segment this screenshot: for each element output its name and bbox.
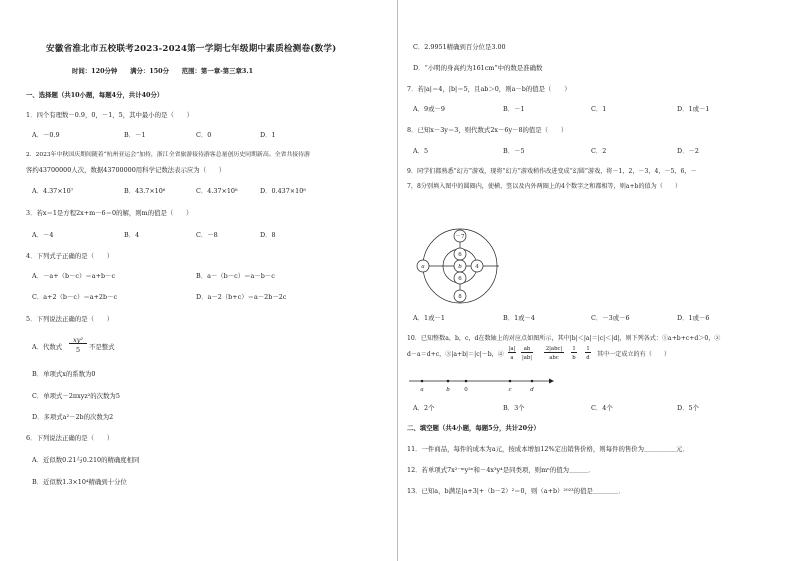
q5-option-d: D．多项式a²－2b的次数为2 bbox=[32, 413, 114, 421]
circle-node-a bbox=[417, 260, 429, 272]
q5-option-b: B．单项式x的系数为0 bbox=[32, 370, 96, 378]
q2-option-d: D．0.437×10⁸ bbox=[260, 187, 306, 195]
q10-option-b: B．3个 bbox=[503, 404, 525, 412]
q8-option-d: D．－2 bbox=[677, 147, 699, 155]
q3-option-d: D．8 bbox=[260, 231, 276, 239]
exam-title: 安徽省淮北市五校联考2023-2024第一学期七年级期中素质检测卷(数学) bbox=[46, 44, 337, 54]
q2-option-a: A．4.37×10⁷ bbox=[32, 187, 74, 195]
q10-option-a: A．2个 bbox=[413, 404, 435, 412]
q8-option-a: A．5 bbox=[413, 147, 429, 155]
q6-option-a: A．近似数0.21与0.210的精确度相同 bbox=[32, 456, 140, 464]
q6-option-b: B．近似数1.3×10⁴精确到十分位 bbox=[32, 478, 127, 486]
q9-option-a: A．1或－1 bbox=[413, 314, 445, 322]
point-d bbox=[530, 380, 534, 393]
q1-option-b: B．－1 bbox=[124, 131, 146, 139]
q6-option-d: D．“小明的身高约为161cm”中的数是准确数 bbox=[413, 64, 543, 72]
svg-text:4: 4 bbox=[475, 264, 479, 270]
svg-text:0: 0 bbox=[464, 387, 468, 393]
q1-option-c: C．0 bbox=[196, 131, 212, 139]
svg-text:8: 8 bbox=[458, 294, 462, 300]
q10-frac2-num: ab bbox=[521, 347, 533, 353]
question-4: 4．下列式子正确的是（ ） bbox=[26, 252, 114, 260]
question-1: 1．四个有理数－0.9，0，－1，5，其中最小的是（ ） bbox=[26, 111, 194, 119]
section-choice-heading: 一、选择题（共10小题，每题4分，共计40分） bbox=[26, 91, 164, 99]
circle-node-b bbox=[454, 260, 466, 272]
q1-option-d: D．1 bbox=[260, 131, 276, 139]
q7-option-a: A．9或－9 bbox=[413, 105, 445, 113]
circle-node-inner-right bbox=[471, 260, 483, 272]
axis-arrow bbox=[549, 379, 554, 384]
q5-option-a-suffix: 不是整式 bbox=[89, 343, 115, 351]
q4-option-d: D．a－2（b+c）＝a－2b－2c bbox=[196, 293, 287, 301]
question-5: 5．下列说法正确的是（ ） bbox=[26, 315, 114, 323]
q2-option-c: C．4.37×10⁸ bbox=[196, 187, 238, 195]
svg-text:b: b bbox=[458, 264, 462, 270]
q10-frac5-num: 1 bbox=[586, 346, 590, 352]
circle-node-inner-top bbox=[454, 248, 466, 260]
q5-option-a-prefix: A．代数式 bbox=[32, 343, 63, 351]
svg-text:a: a bbox=[421, 264, 425, 270]
q10-frac1-num: |a| bbox=[508, 346, 516, 352]
point-c bbox=[508, 380, 511, 393]
question-7: 7．若|a|＝4，|b|＝5，且ab＞0，则a－b的值是（ ） bbox=[407, 85, 571, 93]
q5-fraction-numerator: xy² bbox=[69, 337, 87, 344]
question-6: 6．下列说法正确的是（ ） bbox=[26, 434, 114, 442]
q7-option-d: D．1或－1 bbox=[677, 105, 710, 113]
question-12: 12．若单项式7x²⁻ᵐy²ⁿ和－4x³y⁴是同类项，则mⁿ的值为＿＿＿． bbox=[407, 466, 595, 474]
q7-option-c: C．1 bbox=[591, 105, 607, 113]
q10-frac3-den: abc bbox=[549, 355, 559, 361]
question-2-line1: 2．2023年中秋国庆期间随着“杭州亚运会”加持，浙江全省旅游接待游客总量创历史同期新高。全省共接待游 bbox=[26, 152, 310, 158]
q9-option-c: C．－3或－6 bbox=[591, 314, 630, 322]
question-9-line2: 7，8分别填入图中的圆圈内，使横、竖以及内外两圈上的4个数字之和都相等，则a+b的值为（ ） bbox=[407, 183, 682, 190]
exam-meta: 时间：120分钟 满分：150分 范围：第一章-第三章3.1 bbox=[72, 67, 254, 75]
circle-node-bottom bbox=[454, 290, 466, 302]
q3-option-b: B．4 bbox=[124, 231, 140, 239]
q9-option-d: D．1或－6 bbox=[677, 314, 710, 322]
point-a bbox=[420, 380, 423, 393]
q8-option-b: B．－5 bbox=[503, 147, 525, 155]
column-divider bbox=[397, 0, 398, 561]
svg-text:b: b bbox=[446, 387, 450, 393]
svg-text:6: 6 bbox=[458, 276, 462, 282]
magic-circle-figure bbox=[405, 228, 515, 304]
question-11: 11．一件商品，每件的成本为a元，按成本增加12%定出销售价格，则每件的售价为＿＿＿＿＿元． bbox=[407, 445, 689, 453]
question-13: 13．已知a，b满足|a+3|+（b－2）²＝0，则（a+b）²⁰²³的值是＿＿＿＿． bbox=[407, 487, 625, 495]
q10-frac2-den: |ab| bbox=[521, 355, 533, 361]
q5-option-c: C．单项式－2πxyz²的次数为5 bbox=[32, 392, 120, 400]
q3-option-a: A．－4 bbox=[32, 231, 54, 239]
circle-node-top bbox=[454, 230, 466, 242]
q3-option-c: C．－8 bbox=[196, 231, 218, 239]
q10-frac5-den: d bbox=[586, 355, 590, 361]
point-origin bbox=[464, 380, 468, 393]
q10-option-c: C．4个 bbox=[591, 404, 613, 412]
section-fill-heading: 二、填空题（共4小题，每题5分，共计20分） bbox=[407, 424, 540, 432]
q10-option-d: D．5个 bbox=[677, 404, 699, 412]
question-10-line2-prefix: d－a＝d+c，③|a+b|＝|c|－b，④ bbox=[407, 351, 504, 358]
q4-option-c: C．a+2（b－c）＝a+2b－c bbox=[32, 293, 118, 301]
question-10-line1: 10．已知整数a，b，c，d在数轴上的对应点如图所示，其中|b|＜|a|＝|c|＜|d|，则下列各式：①a+b+c+d＞0，② bbox=[407, 335, 721, 342]
question-8: 8．已知x－3y＝3，则代数式2x－6y－8的值是（ ） bbox=[407, 126, 568, 134]
svg-text:c: c bbox=[508, 387, 512, 393]
q1-option-a: A．－0.9 bbox=[32, 131, 60, 139]
q2-option-b: B．43.7×10⁶ bbox=[124, 187, 166, 195]
q10-frac4-den: b bbox=[572, 355, 576, 361]
number-line-figure bbox=[405, 372, 555, 396]
q10-frac4-num: 1 bbox=[572, 346, 576, 352]
q6-option-c: C．2.9951精确到百分位是3.00 bbox=[413, 43, 506, 51]
circle-node-inner-bottom bbox=[454, 272, 466, 284]
q10-frac1-den: a bbox=[510, 355, 514, 361]
svg-text:6: 6 bbox=[458, 252, 462, 258]
q5-fraction-denominator: 5 bbox=[75, 346, 81, 354]
svg-text:－7: －7 bbox=[455, 234, 465, 240]
q4-option-b: B．a－（b－c）＝a－b－c bbox=[196, 272, 275, 280]
question-2-line2: 客约43700000人次，数据43700000用科学记数法表示应为（ ） bbox=[26, 166, 226, 174]
q4-option-a: A．－a+（b－c）＝a+b－c bbox=[32, 272, 116, 280]
q7-option-b: B．－1 bbox=[503, 105, 525, 113]
q8-option-c: C．2 bbox=[591, 147, 607, 155]
point-b bbox=[446, 380, 450, 393]
q9-option-b: B．1或－4 bbox=[503, 314, 535, 322]
svg-text:a: a bbox=[420, 387, 424, 393]
question-9-line1: 9．同学们都熟悉“幻方”游戏，现将“幻方”游戏稍作改进变成“幻圆”游戏，将－1，2，－3，4，－5，6，－ bbox=[407, 168, 697, 175]
question-3: 3．若x＝1是方程2x+m－6＝0的解，则m的值是（ ） bbox=[26, 209, 193, 217]
svg-text:d: d bbox=[530, 387, 534, 393]
q10-frac3-num: 2|abc| bbox=[545, 346, 563, 352]
question-10-line2-suffix: 其中一定成立的有（ ） bbox=[597, 351, 671, 358]
